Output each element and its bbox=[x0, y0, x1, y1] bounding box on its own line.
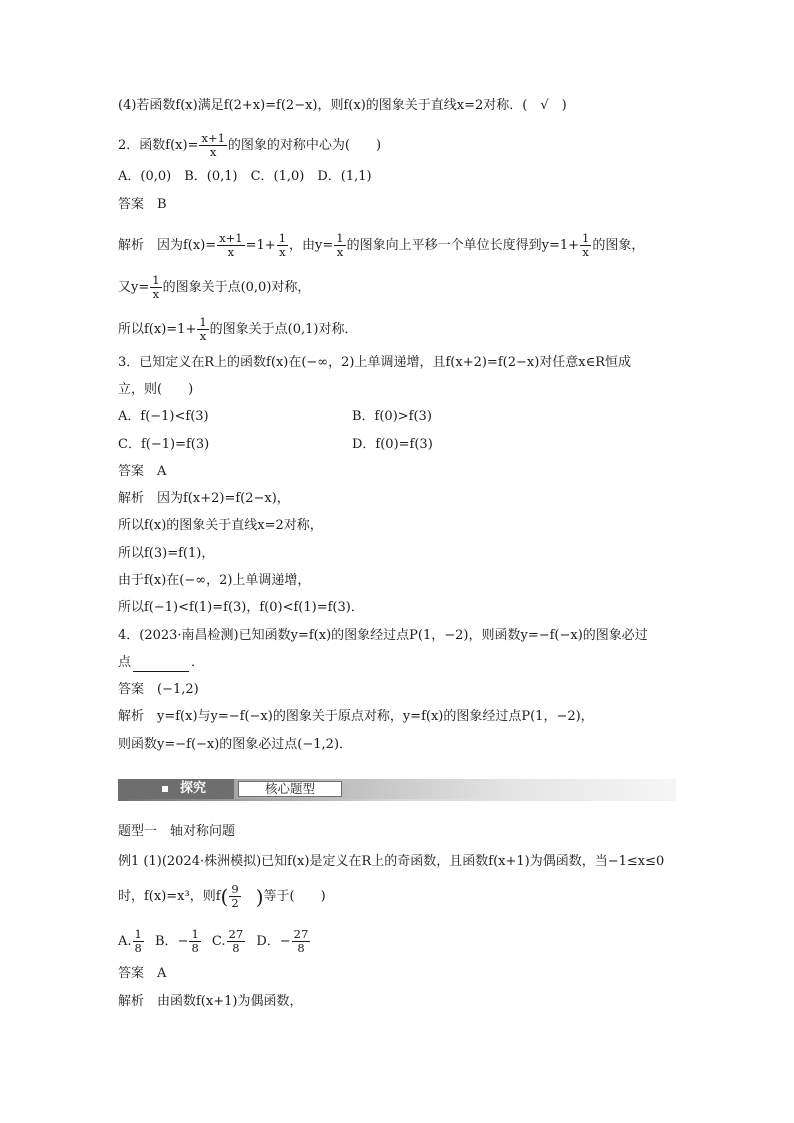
question-2-options: A．(0,0) B．(0,1) C．(1,0) D．(1,1) bbox=[118, 169, 372, 184]
answer-blank bbox=[133, 657, 189, 672]
section-header-label-area bbox=[118, 779, 234, 799]
question-3-explanation-line-4: 由于f(x)在(−∞，2)上单调递增， bbox=[118, 573, 311, 588]
example-1-line-2: 时，f(x)=x³，则f( $\frac{9}{2}$ )等于( ) bbox=[118, 882, 326, 910]
left-paren: ( bbox=[220, 884, 229, 909]
section-title: 核心题型 bbox=[264, 781, 315, 796]
question-4-explanation-line-2: 则函数y=−f(−x)的图象必过点(−1,2)． bbox=[118, 737, 353, 752]
fraction: $\frac{27}{8}$ bbox=[228, 927, 244, 955]
fraction: $\frac{1}{8}$ bbox=[191, 927, 199, 955]
question-3-line-2: 立，则( ) bbox=[118, 382, 194, 397]
statement-4: (4)若函数f(x)满足f(2+x)=f(2−x)，则f(x)的图象关于直线x=2对称．( √ ) bbox=[118, 98, 567, 113]
right-paren: ) bbox=[255, 884, 264, 909]
question-4-line-2: 点 ． bbox=[118, 655, 205, 670]
question-2: 2．函数f(x)= $\frac{x+1}{x}$ 的图象的对称中心为( ) bbox=[118, 131, 382, 159]
example-1-options: A. $\frac{1}{8}$ B．− $\frac{1}{8}$ C. $\frac{27}{8}$ D．− $\frac{27}{8}$ bbox=[118, 927, 309, 955]
fraction: $\frac{x+1}{x}$ bbox=[201, 131, 225, 159]
fraction: $\frac{27}{8}$ bbox=[293, 927, 309, 955]
section-label: 探究 bbox=[180, 781, 207, 796]
example-1-line-1: 例1 (1)(2024·株洲模拟)已知f(x)是定义在R上的奇函数，且函数f(x+1)为偶函数，当−1≤x≤0 bbox=[118, 854, 665, 869]
section-underline bbox=[118, 799, 676, 801]
question-3-explanation-line-2: 所以f(x)的图象关于直线x=2对称， bbox=[118, 518, 323, 533]
fraction: $\frac{x+1}{x}$ bbox=[219, 231, 243, 259]
fraction: $\frac{1}{8}$ bbox=[134, 927, 142, 955]
fraction: $\frac{1}{x}$ bbox=[582, 231, 590, 259]
question-3-explanation-line-3: 所以f(3)=f(1)， bbox=[118, 546, 215, 561]
question-3-option-d: D．f(0)=f(3) bbox=[352, 437, 433, 452]
question-2-explanation-line-2: 又y= $\frac{1}{x}$ 的图象关于点(0,0)对称， bbox=[118, 273, 311, 301]
fraction: $\frac{1}{x}$ bbox=[278, 231, 287, 259]
question-4-answer: 答案 (−1,2) bbox=[118, 682, 199, 697]
question-3-option-a: A．f(−1)<f(3) bbox=[118, 409, 209, 424]
question-3-answer: 答案 A bbox=[118, 464, 167, 479]
example-1-answer: 答案 A bbox=[118, 966, 167, 981]
fraction: $\frac{1}{x}$ bbox=[199, 315, 207, 343]
topic-1-title: 题型一 轴对称问题 bbox=[118, 824, 236, 839]
question-3-option-c: C．f(−1)=f(3) bbox=[118, 437, 210, 452]
question-2-explanation-line-1: 解析 因为f(x)= $\frac{x+1}{x}$ =1+ $\frac{1}{x}$ ，由y= $\frac{1}{x}$ 的图象向上平移一个单位长度得到y=1+ $\frac{1}{x}$ 的图象， bbox=[118, 231, 645, 259]
question-3-line-1: 3．已知定义在R上的函数f(x)在(−∞，2)上单调递增，且f(x+2)=f(2−x)对任意x∈R恒成 bbox=[118, 355, 632, 370]
question-4-line-1: 4．(2023·南昌检测)已知函数y=f(x)的图象经过点P(1，−2)，则函数y=−f(−x)的图象必过 bbox=[118, 628, 648, 643]
question-3-explanation-line-1: 解析 因为f(x+2)=f(2−x)， bbox=[118, 491, 290, 506]
question-4-explanation-line-1: 解析 y=f(x)与y=−f(−x)的图象关于原点对称，y=f(x)的图象经过点P(1，−2)， bbox=[118, 709, 594, 724]
section-header-bar bbox=[118, 779, 676, 799]
square-bullet-icon bbox=[162, 786, 168, 792]
section-title-box bbox=[238, 781, 342, 797]
question-2-answer: 答案 B bbox=[118, 197, 167, 212]
question-2-explanation-line-3: 所以f(x)=1+ $\frac{1}{x}$ 的图象关于点(0,1)对称． bbox=[118, 315, 358, 343]
fraction: $\frac{1}{x}$ bbox=[336, 231, 344, 259]
question-3-explanation-line-5: 所以f(−1)<f(1)=f(3)，f(0)<f(1)=f(3)． bbox=[118, 600, 364, 615]
question-3-option-b: B．f(0)>f(3) bbox=[352, 409, 432, 424]
fraction: $\frac{1}{x}$ bbox=[152, 273, 160, 301]
fraction: $\frac{9}{2}$ bbox=[231, 882, 239, 910]
example-1-explanation-line-1: 解析 由函数f(x+1)为偶函数， bbox=[118, 994, 303, 1009]
